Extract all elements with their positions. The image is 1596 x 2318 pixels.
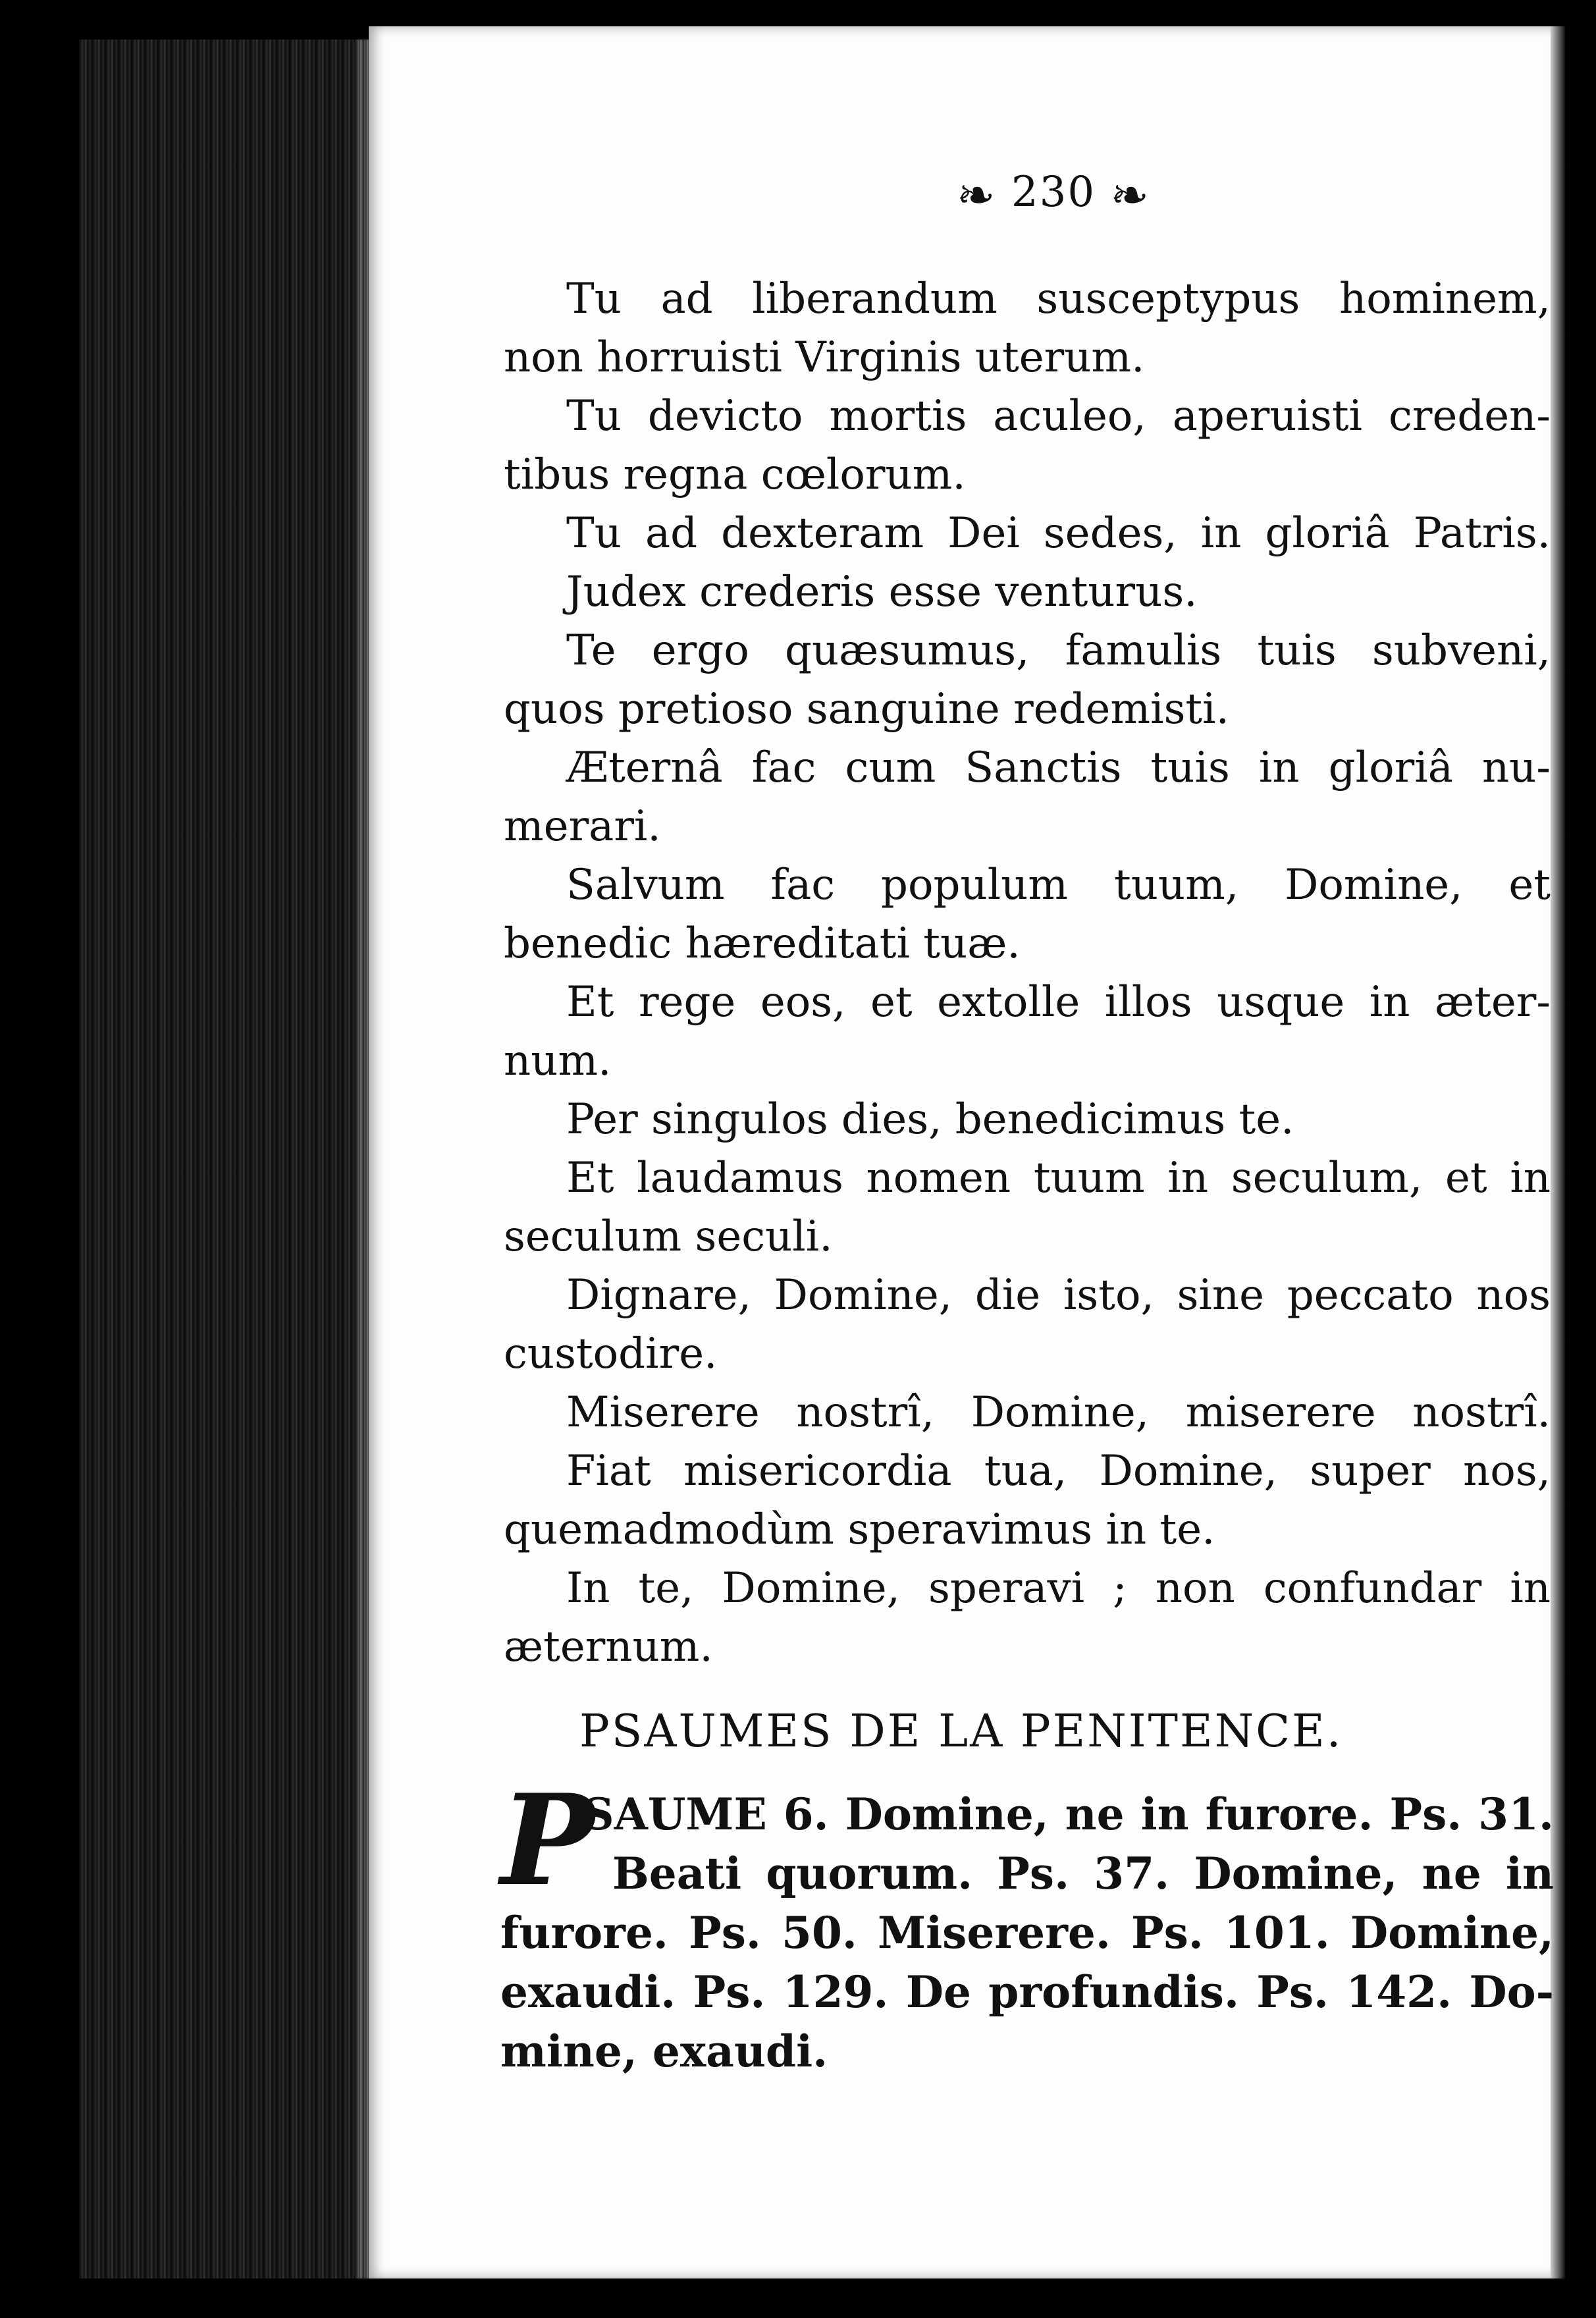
hymn-line: Dignare, Domine, die isto, sine peccato nos [566, 1271, 1551, 1320]
hymn-line: seculum seculi. [504, 1212, 833, 1261]
psalm-line: furore. Ps. 50. Miserere. Ps. 101. Domine, [500, 1907, 1554, 1958]
hymn-line: Et rege eos, et extolle illos usque in æter- [566, 978, 1551, 1027]
hymn-line: Tu ad liberandum susceptурus hominem, [566, 275, 1551, 323]
hymn-line: quemadmodùm speravimus in te. [504, 1505, 1215, 1554]
drop-cap: P [500, 1767, 595, 1914]
hymn-line: quos pretioso sanguine redemisti. [504, 685, 1229, 734]
hymn-line: Salvum fac populum tuum, Domine, et [566, 861, 1551, 909]
hymn-line: Et laudamus nomen tuum in seculum, et in [566, 1154, 1551, 1202]
hymn-line: benedic hæreditati tuæ. [504, 919, 1021, 968]
hymn-line: In te, Domine, speravi ; non confundar in [566, 1564, 1551, 1613]
hymn-line: Per singulos dies, benedicimus te. [566, 1095, 1294, 1144]
psalm-line: exaudi. Ps. 129. De profundis. Ps. 142. Do- [500, 1966, 1554, 2018]
section-heading: PSAUMES DE LA PENITENCE. [579, 1706, 1343, 1758]
hymn-text [504, 270, 1551, 1677]
page-number-header [909, 168, 1198, 223]
hymn-line: Æternâ fac cum Sanctis tuis in gloriâ nu- [566, 743, 1551, 792]
hymn-line: num. [504, 1037, 612, 1085]
hymn-line: Miserere nostrî, Domine, miserere nostrî. [566, 1388, 1551, 1437]
hymn-line: custodire. [504, 1330, 718, 1378]
psalm-line: mine, exaudi. [500, 2026, 828, 2077]
psalm-line: Beati quorum. Ps. 37. Domine, ne in [612, 1848, 1554, 1899]
psalm-list [500, 1767, 1554, 2081]
hymn-line: tibus regna cœlorum. [504, 450, 966, 499]
psalm-line: SAUME 6. Domine, ne in furore. Ps. 31. [583, 1789, 1554, 1840]
hymn-line: Tu ad dexteram Dei sedes, in gloriâ Patris. [566, 509, 1551, 558]
left-ornament-icon: ❧ [956, 168, 997, 223]
hymn-line: merari. [504, 802, 661, 851]
page-number: 230 [1011, 168, 1096, 217]
hymn-line: Fiat misericordia tua, Domine, super nos, [566, 1447, 1551, 1496]
right-ornament-icon: ❧ [1110, 168, 1151, 223]
hymn-line: Te ergo quæsumus, famulis tuis subveni, [566, 626, 1551, 675]
hymn-line: non horruisti Virginis uterum. [504, 333, 1145, 382]
hymn-line: æternum. [504, 1623, 713, 1671]
hymn-line: Judex crederis esse venturus. [566, 568, 1198, 616]
hymn-line: Tu devicto mortis aculeo, aperuisti creden- [566, 392, 1551, 441]
